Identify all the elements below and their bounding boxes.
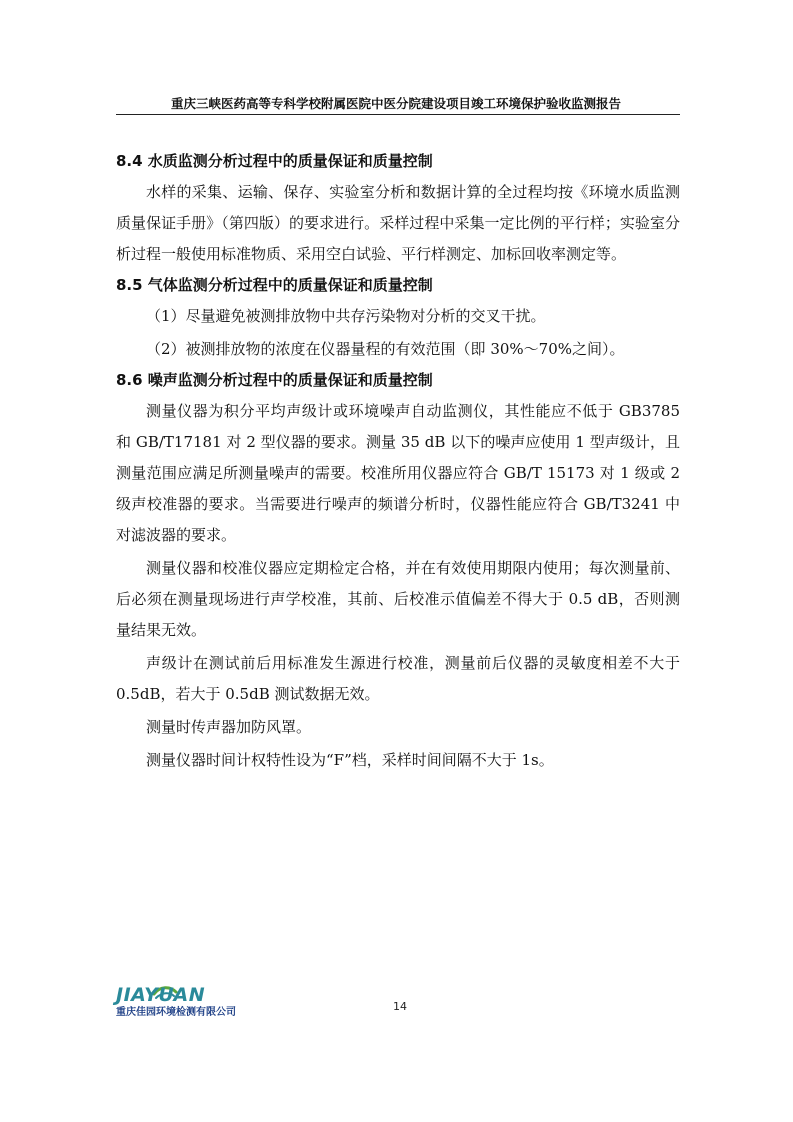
section-8-5 xyxy=(116,270,680,365)
paragraph: 测量仪器和校准仪器应定期检定合格，并在有效使用期限内使用；每次测量前、后必须在测量现场进行声学校准，其前、后校准示值偏差不得大于 0.5 dB，否则测量结果无效。 xyxy=(116,559,680,639)
report-body xyxy=(116,146,680,776)
company-name: 重庆佳园环境检测有限公司 xyxy=(116,1007,236,1018)
paragraph: 声级计在测试前后用标准发生源进行校准，测量前后仪器的灵敏度相差不大于 0.5dB，若大于 0.5dB 测试数据无效。 xyxy=(116,654,680,703)
section-8-6 xyxy=(116,365,680,776)
header-divider xyxy=(116,114,680,115)
paragraph: （1）尽量避免被测排放物中共存污染物对分析的交叉干扰。 xyxy=(146,307,546,325)
paragraph: 水样的采集、运输、保存、实验室分析和数据计算的全过程均按《环境水质监测质量保证手册》（第四版）的要求进行。采样过程中采集一定比例的平行样；实验室分析过程一般使用标准物质、采用空白试验、平行样测定、加标回收率测定等。 xyxy=(116,183,680,263)
section-heading: 8.6 噪声监测分析过程中的质量保证和质量控制 xyxy=(116,371,433,389)
paragraph: 测量仪器为积分平均声级计或环境噪声自动监测仪，其性能应不低于 GB3785 和 GB/T17181 对 2 型仪器的要求。测量 35 dB 以下的噪声应使用 1 型声级计，且测量范围应满足所测量噪声的需要。校准所用仪器应符合 GB/T 15173 对 1 级或 2 级声校准器的要求。当需要进行噪声的频谱分析时，仪器性能应符合 GB/T3241 中对滤波器的要求。 xyxy=(116,402,680,544)
report-header-title: 重庆三峡医药高等专科学校附属医院中医分院建设项目竣工环境保护验收监测报告 xyxy=(170,96,621,111)
paragraph: （2）被测排放物的浓度在仪器量程的有效范围（即 30%～70%之间）。 xyxy=(146,340,625,358)
section-8-4 xyxy=(116,146,680,270)
paragraph: 测量时传声器加防风罩。 xyxy=(146,718,312,736)
paragraph: 测量仪器时间计权特性设为“F”档，采样时间间隔不大于 1s。 xyxy=(146,751,554,769)
logo-text: JIAYUAN xyxy=(116,984,206,1006)
section-heading: 8.5 气体监测分析过程中的质量保证和质量控制 xyxy=(116,276,433,294)
section-heading: 8.4 水质监测分析过程中的质量保证和质量控制 xyxy=(116,152,433,170)
page-number: 14 xyxy=(393,1000,407,1013)
